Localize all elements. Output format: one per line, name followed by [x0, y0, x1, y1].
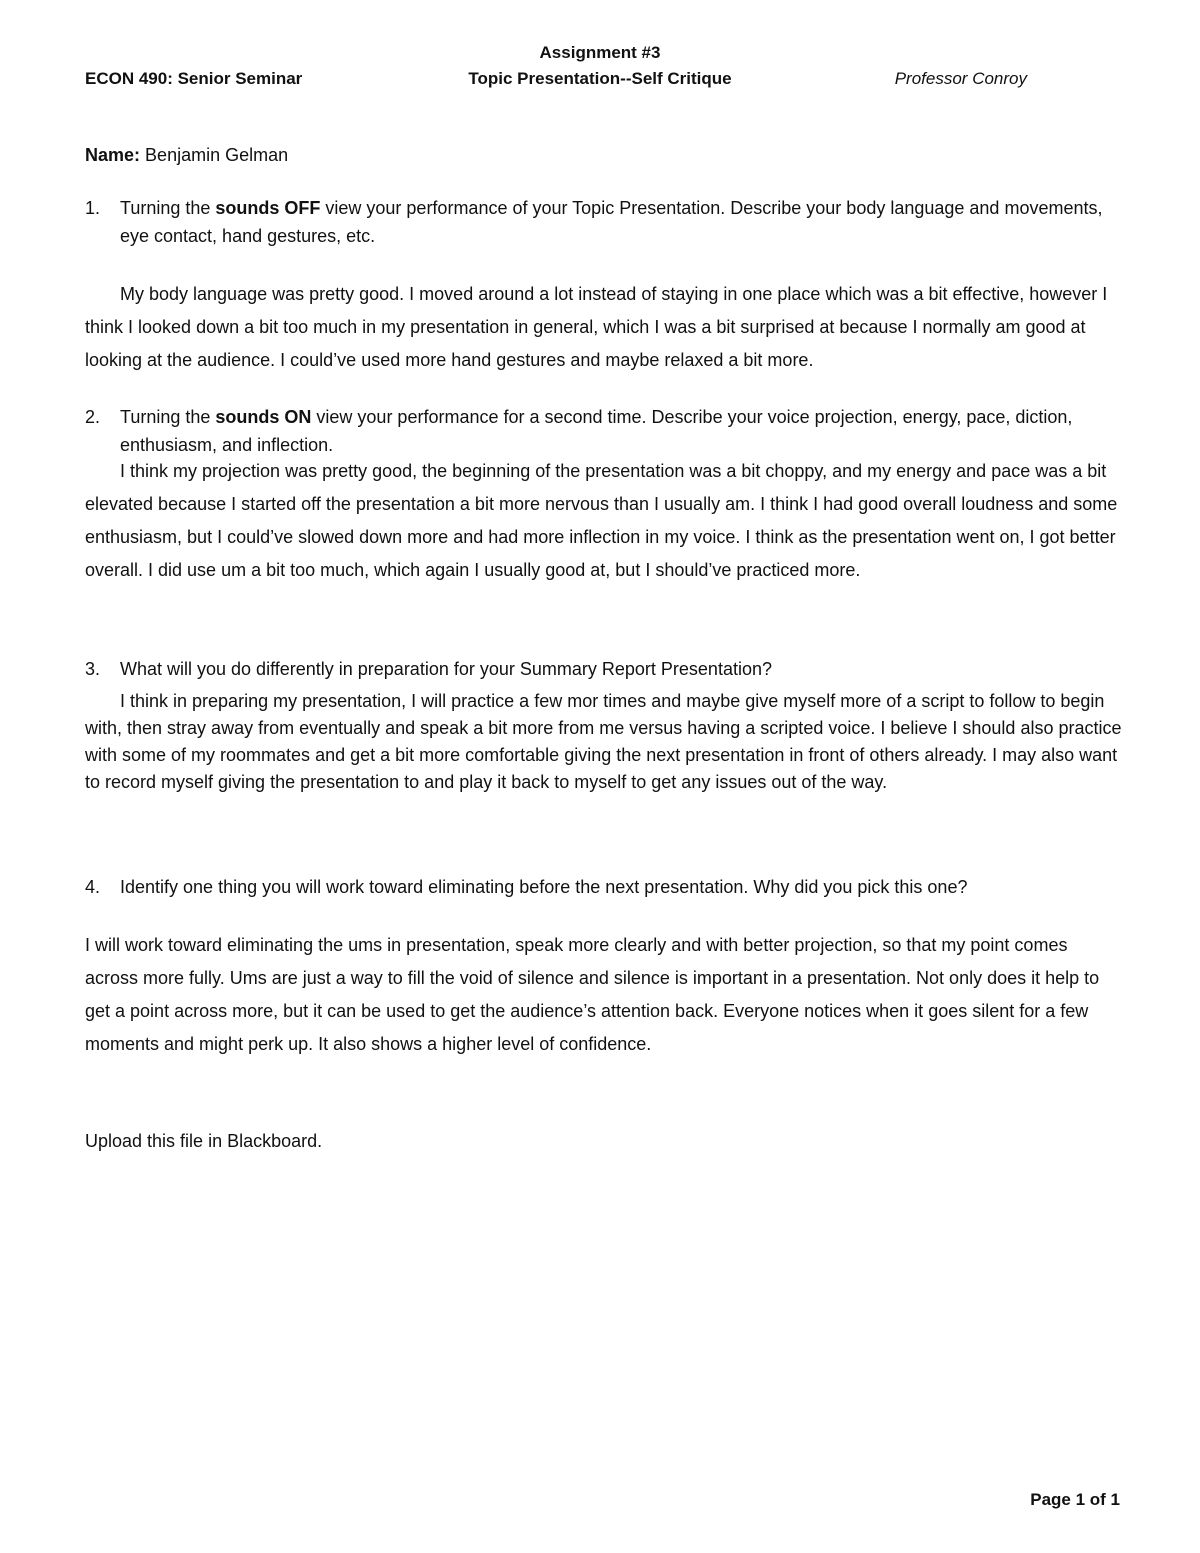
question-text: Identify one thing you will work toward eliminating before the next presentation. Why did you pick this one? — [120, 877, 968, 897]
answer-text: I think my projection was pretty good, the beginning of the presentation was a bit choppy, and my energy and pace was a bit elevated because I started off the presentation a bit more nervous than I usually am. I think I had good overall loudness and some enthusiasm, but I could’ve slowed down more and had more inflection in my voice. I think as the presentation went on, I got better overall. I did use um a bit too much, which again I usually good at, but I should’ve practiced more. — [85, 461, 1118, 580]
question-number: 4. — [85, 877, 101, 897]
student-name-line — [85, 145, 288, 166]
question-emphasis: sounds ON — [215, 407, 312, 427]
question-number: 3. — [85, 659, 101, 679]
answer-text: I think in preparing my presentation, I will practice a few mor times and maybe give myself more of a script to follow to begin with, then stray away from eventually and speak a bit more from me versus having a scripted voice. I believe I should also practice with some of my roommates and get a bit more comfortable giving the next presentation in front of others already. I may also want to record myself giving the presentation to and play it back to myself to get any issues out of the way. — [85, 691, 1122, 792]
answer-4 — [85, 929, 1125, 1061]
question-emphasis: sounds OFF — [215, 198, 321, 218]
question-4 — [85, 873, 1125, 901]
question-text — [120, 194, 1125, 250]
topic-title: Topic Presentation--Self Critique — [468, 69, 732, 88]
question-text-part: view your performance for a second time. Describe your voice projection, energy, pace, diction, enthusiasm, and inflection. — [120, 407, 1073, 455]
question-number: 1. — [85, 198, 101, 218]
question-text — [120, 403, 1125, 459]
header-row — [85, 69, 1115, 93]
answer-text: My body language was pretty good. I moved around a lot instead of staying in one place which was a bit effective, however I think I looked down a bit too much in my presentation in general, which I was a bit surprised at because I normally am good at looking at the audience. I could’ve used more hand gestures and maybe relaxed a bit more. — [85, 284, 1108, 370]
answer-text: I will work toward eliminating the ums in presentation, speak more clearly and with better projection, so that my point comes across more fully. Ums are just a way to fill the void of silence and silence is important in a presentation. Not only does it help to get a point across more, but it can be used to get the audience’s attention back. Everyone notices when it goes silent for a few moments and might perk up. It also shows a higher level of confidence. — [85, 935, 1100, 1054]
answer-3 — [85, 688, 1125, 796]
name-label: Name: — [85, 145, 141, 165]
assignment-title: Assignment #3 — [539, 43, 661, 62]
question-1 — [85, 194, 1125, 250]
question-text-part: view your performance of your Topic Presentation. Describe your body language and movements, eye contact, hand gestures, etc. — [120, 198, 1103, 246]
answer-1 — [85, 278, 1125, 377]
upload-note: Upload this file in Blackboard. — [85, 1131, 323, 1151]
page-number: Page 1 of 1 — [1030, 1490, 1120, 1509]
question-text-part: Turning the — [120, 407, 216, 427]
answer-2 — [85, 455, 1125, 587]
question-3 — [85, 655, 1125, 683]
course-title: ECON 490: Senior Seminar — [85, 69, 303, 88]
student-name: Benjamin Gelman — [145, 145, 289, 165]
question-text-part: Turning the — [120, 198, 216, 218]
question-text: What will you do differently in preparation for your Summary Report Presentation? — [120, 659, 772, 679]
question-2 — [85, 403, 1125, 459]
question-number: 2. — [85, 407, 101, 427]
professor-name: Professor Conroy — [894, 69, 1027, 88]
